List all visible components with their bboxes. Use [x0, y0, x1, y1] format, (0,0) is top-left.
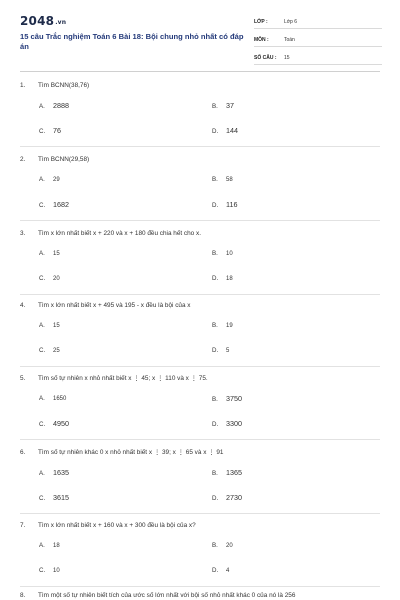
option-value: 144: [226, 126, 238, 135]
option-d[interactable]: D. 2730: [212, 493, 242, 502]
option-c[interactable]: C. 10: [39, 567, 60, 574]
question-4: [20, 301, 380, 354]
option-value: 4950: [53, 419, 69, 428]
logo-suffix: .vn: [55, 19, 67, 26]
option-b[interactable]: B. 3750: [212, 394, 242, 403]
question-7: [20, 521, 380, 574]
option-value: 76: [53, 126, 61, 135]
option-d[interactable]: D. 18: [212, 275, 233, 282]
option-value: 37: [226, 101, 234, 110]
question-text: [20, 374, 380, 384]
question-separator: [20, 513, 380, 514]
meta-label: MÔN :: [254, 37, 269, 43]
question-number: 1.: [20, 82, 26, 89]
question-8: [20, 591, 380, 600]
option-value: 2730: [226, 493, 242, 502]
logo-text: 2048: [20, 14, 55, 28]
meta-row-count: [254, 50, 382, 65]
question-1: [20, 81, 380, 135]
question-text: [20, 301, 380, 311]
question-separator: [20, 146, 380, 147]
option-value: 3300: [226, 419, 242, 428]
question-text: [20, 448, 380, 458]
option-d[interactable]: D. 3300: [212, 419, 242, 428]
question-text: [20, 521, 380, 531]
option-value: 25: [53, 348, 60, 354]
option-a[interactable]: A. 29: [39, 176, 60, 183]
option-b[interactable]: B. 58: [212, 176, 233, 183]
question-number: 6.: [20, 449, 26, 456]
option-b[interactable]: B. 10: [212, 250, 233, 257]
question-3: [20, 229, 380, 282]
option-a[interactable]: A. 15: [39, 322, 60, 329]
question-text: [20, 81, 380, 91]
document-title: 15 câu Trắc nghiệm Toán 6 Bài 18: Bội chung nhỏ nhất có đáp án: [20, 32, 244, 51]
question-prompt: Tìm x lớn nhất biết x + 220 và x + 180 đều chia hết cho x.: [38, 230, 201, 237]
option-b[interactable]: B. 20: [212, 542, 233, 549]
option-c[interactable]: C. 76: [39, 126, 61, 135]
question-prompt: Tìm x lớn nhất biết x + 495 và 195 - x đều là bội của x: [38, 302, 191, 309]
option-c[interactable]: C. 20: [39, 275, 60, 282]
option-value: 18: [53, 543, 60, 549]
question-text: [20, 155, 380, 165]
option-d[interactable]: D. 144: [212, 126, 238, 135]
option-value: 10: [53, 568, 60, 574]
option-a[interactable]: A. 2888: [39, 101, 69, 110]
meta-label: LỚP :: [254, 19, 268, 25]
option-value: 18: [226, 276, 233, 282]
question-number: 8.: [20, 592, 26, 599]
option-value: 10: [226, 251, 233, 257]
option-value: 20: [53, 276, 60, 282]
option-a[interactable]: A. 1650: [39, 395, 67, 402]
site-logo[interactable]: [20, 14, 66, 28]
option-value: 1650: [53, 396, 67, 402]
option-value: 2888: [53, 101, 69, 110]
question-prompt: Tìm x lớn nhất biết x + 160 và x + 300 đều là bội của x?: [38, 522, 196, 529]
option-value: 116: [226, 200, 238, 209]
meta-value: Toán: [284, 37, 295, 43]
option-value: 1635: [53, 468, 69, 477]
question-number: 5.: [20, 375, 26, 382]
option-value: 3615: [53, 493, 69, 502]
question-text: [20, 591, 380, 600]
option-value: 1365: [226, 468, 242, 477]
option-b[interactable]: B. 37: [212, 101, 234, 110]
option-value: 15: [53, 251, 60, 257]
option-value: 15: [53, 323, 60, 329]
option-value: 3750: [226, 394, 242, 403]
option-d[interactable]: D. 116: [212, 200, 238, 209]
question-prompt: Tìm số tự nhiên x nhỏ nhất biết x ⋮ 45; x ⋮ 110 và x ⋮ 75.: [38, 375, 208, 382]
option-c[interactable]: C. 3615: [39, 493, 69, 502]
question-number: 2.: [20, 156, 26, 163]
option-b[interactable]: B. 19: [212, 322, 233, 329]
question-separator: [20, 294, 380, 295]
option-c[interactable]: C. 1682: [39, 200, 69, 209]
option-b[interactable]: B. 1365: [212, 468, 242, 477]
option-value: 29: [53, 177, 60, 183]
option-a[interactable]: A. 1635: [39, 468, 69, 477]
option-value: 19: [226, 323, 233, 329]
option-value: 20: [226, 543, 233, 549]
question-separator: [20, 366, 380, 367]
option-value: 58: [226, 177, 233, 183]
question-prompt: Tìm BCNN(29,58): [38, 156, 90, 163]
question-number: 7.: [20, 522, 26, 529]
meta-label: SỐ CÂU :: [254, 55, 277, 61]
question-prompt: Tìm một số tự nhiên biết tích của ước số lớn nhất với bội số nhỏ nhất khác 0 của nó là 256: [38, 592, 296, 599]
option-value: 5: [226, 348, 230, 354]
question-text: [20, 229, 380, 239]
question-number: 3.: [20, 230, 26, 237]
meta-row-subject: [254, 32, 382, 47]
option-d[interactable]: D. 4: [212, 567, 230, 574]
option-d[interactable]: D. 5: [212, 347, 230, 354]
question-separator: [20, 220, 380, 221]
option-c[interactable]: C. 25: [39, 347, 60, 354]
question-5: [20, 374, 380, 428]
question-separator: [20, 439, 380, 440]
option-value: 4: [226, 568, 230, 574]
question-2: [20, 155, 380, 209]
question-prompt: Tìm BCNN(38,76): [38, 82, 90, 89]
option-value: 1682: [53, 200, 69, 209]
meta-panel: [254, 14, 382, 68]
question-prompt: Tìm số tự nhiên khác 0 x nhỏ nhất biết x ⋮ 39; x ⋮ 65 và x ⋮ 91: [38, 449, 224, 456]
question-number: 4.: [20, 302, 26, 309]
question-6: [20, 448, 380, 502]
meta-value: Lớp 6: [284, 19, 298, 25]
option-a[interactable]: A. 18: [39, 542, 60, 549]
meta-value: 15: [284, 55, 290, 61]
option-c[interactable]: C. 4950: [39, 419, 69, 428]
option-a[interactable]: A. 15: [39, 250, 60, 257]
question-separator: [20, 586, 380, 587]
header-divider: [20, 71, 380, 72]
meta-row-class: [254, 14, 382, 29]
